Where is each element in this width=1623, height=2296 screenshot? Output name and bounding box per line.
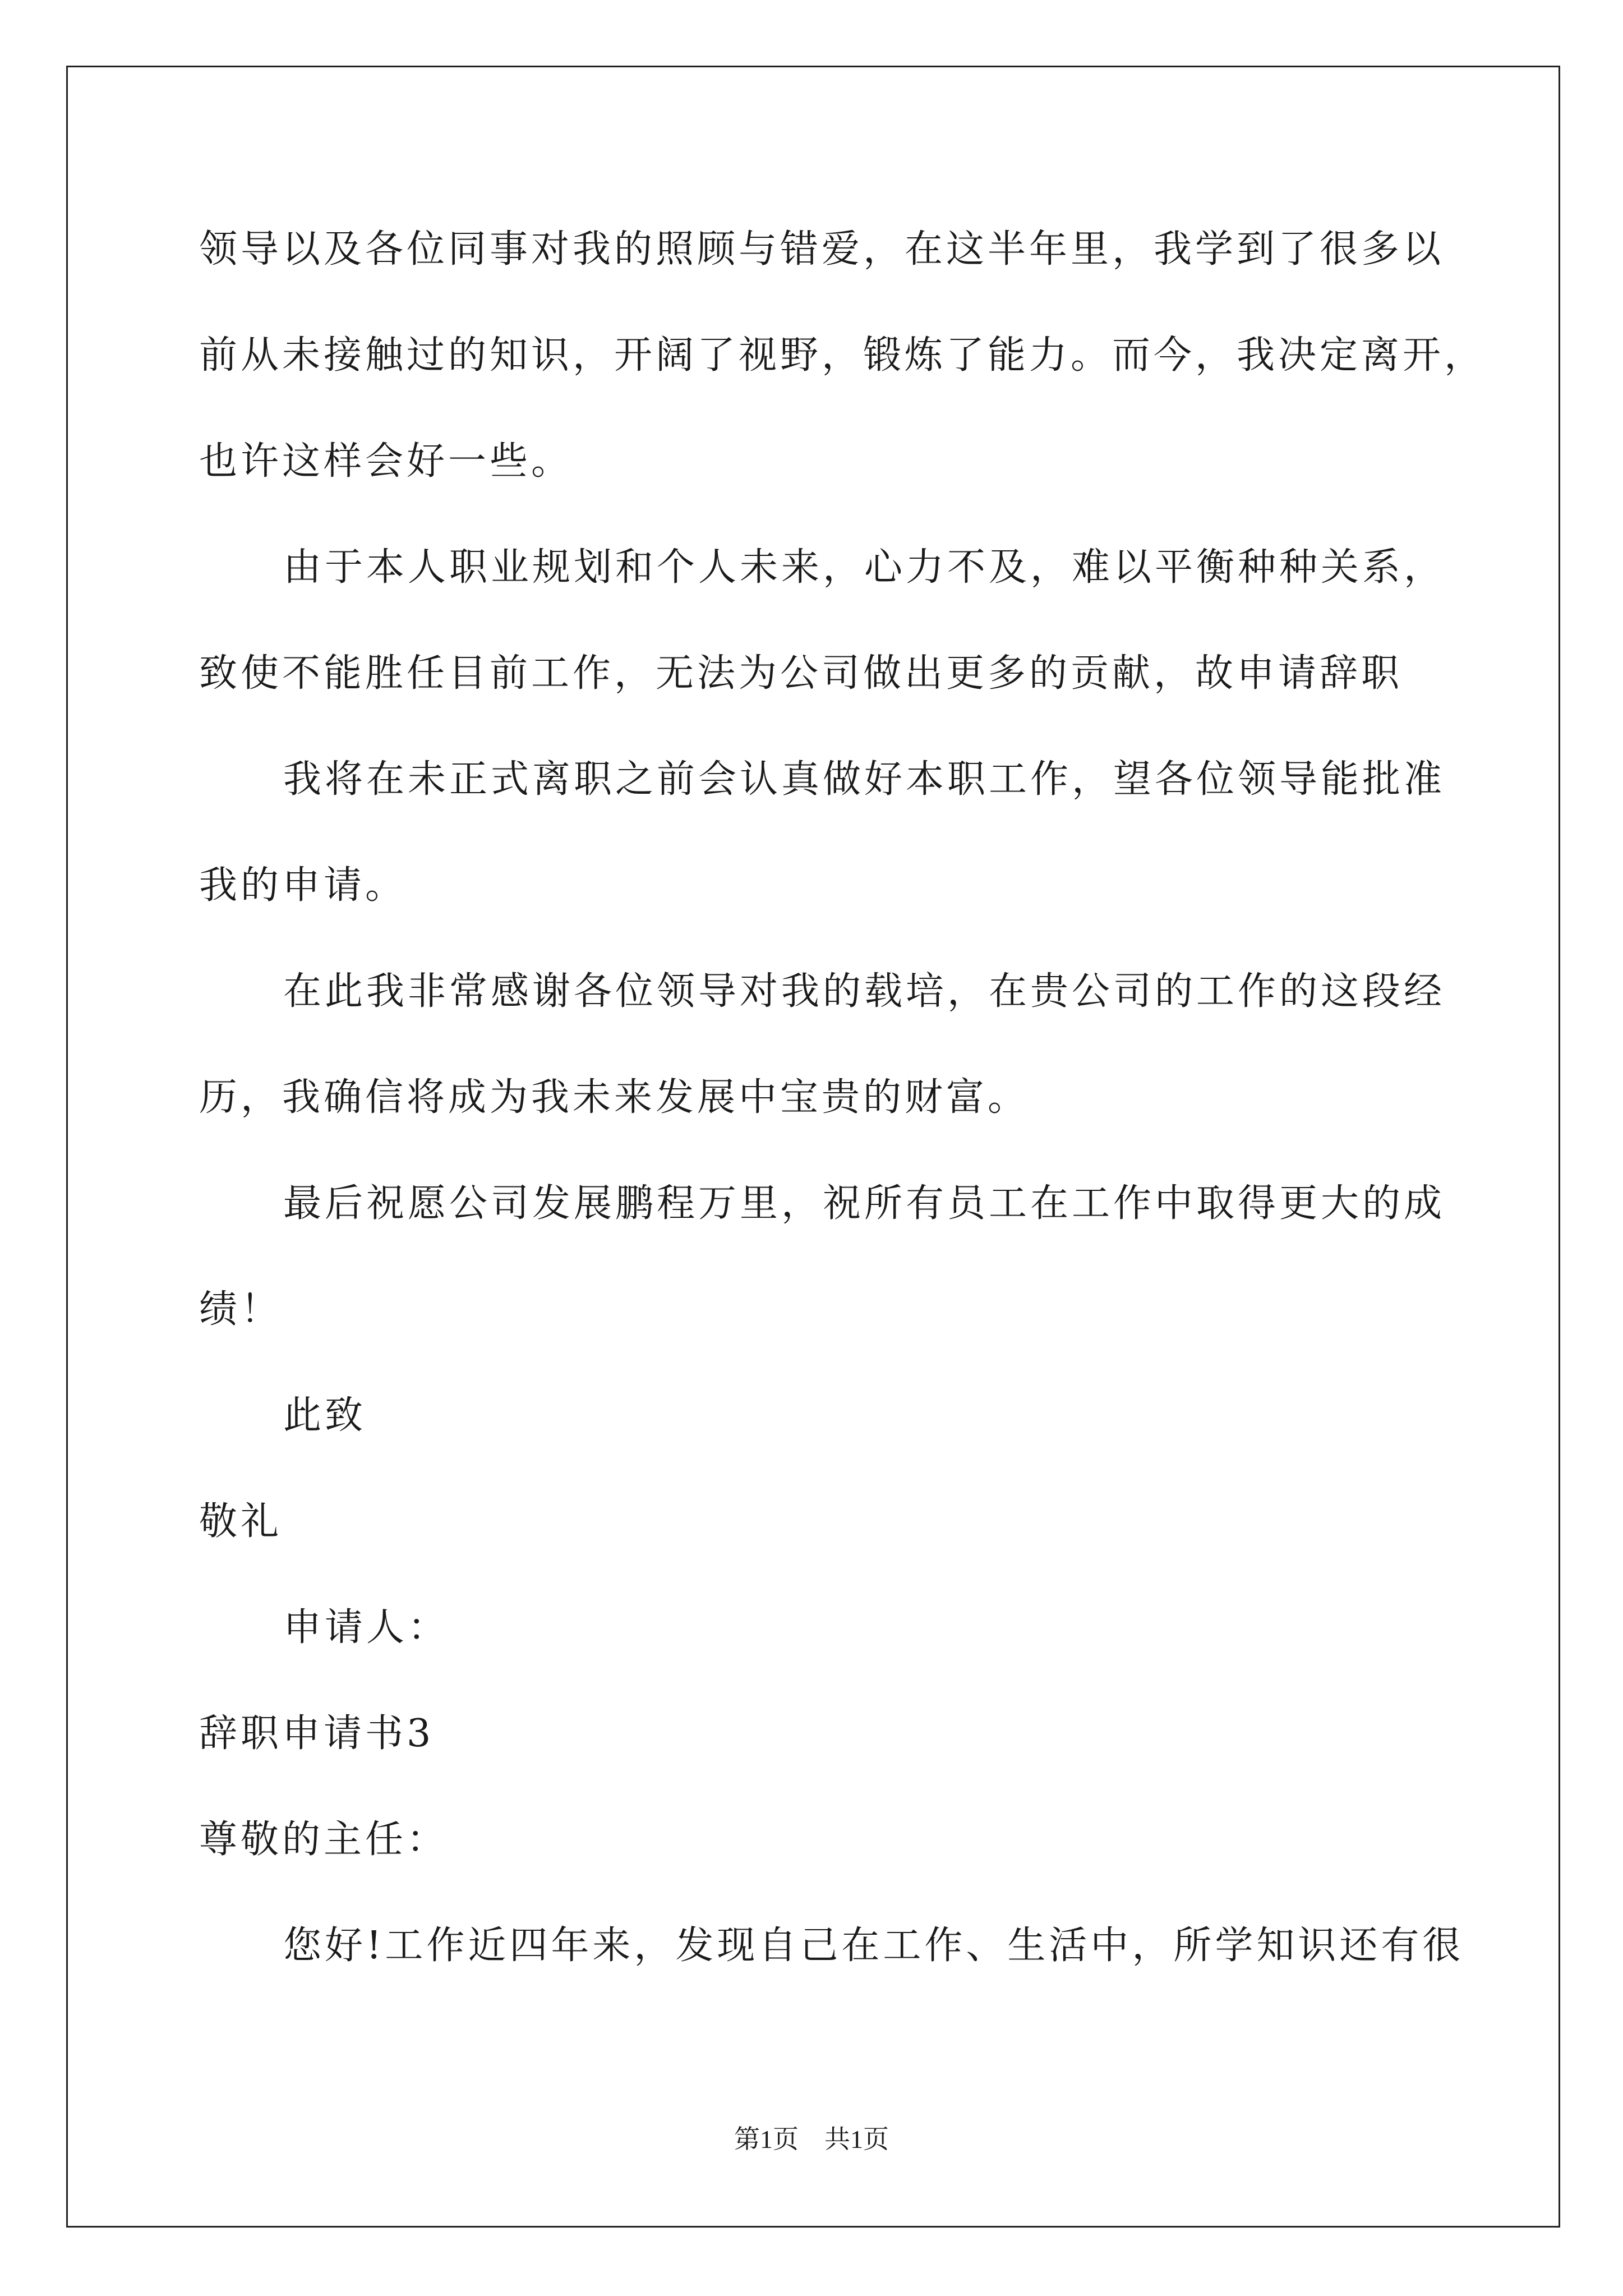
page-footer: 第1页 共1页 xyxy=(734,2125,889,2154)
text-line-1: 领导以及各位同事对我的照顾与错爱，在这半年里，我学到了很多以 xyxy=(199,227,1445,272)
page-border xyxy=(66,66,1560,2228)
text-line-16: 尊敬的主任： xyxy=(199,1818,449,1862)
text-line-2: 前从未接触过的知识，开阔了视野，锻炼了能力。而今，我决定离开， xyxy=(199,333,1486,378)
text-line-14: 申请人： xyxy=(283,1605,450,1650)
text-line-10: 最后祝愿公司发展鹏程万里，祝所有员工在工作中取得更大的成 xyxy=(283,1181,1446,1226)
text-line-8: 在此我非常感谢各位领导对我的载培，在贵公司的工作的这段经 xyxy=(283,969,1446,1014)
text-line-7: 我的申请。 xyxy=(199,863,407,908)
text-line-3: 也许这样会好一些。 xyxy=(199,439,573,484)
text-line-15: 辞职申请书3 xyxy=(199,1711,435,1756)
text-line-4: 由于本人职业规划和个人未来，心力不及，难以平衡种种关系， xyxy=(283,545,1446,590)
text-line-9: 历，我确信将成为我未来发展中宝贵的财富。 xyxy=(199,1075,1030,1120)
text-line-6: 我将在未正式离职之前会认真做好本职工作，望各位领导能批准 xyxy=(283,757,1446,802)
text-line-17: 您好!工作近四年来，发现自己在工作、生活中，所学知识还有很 xyxy=(283,1924,1464,1968)
text-line-13: 敬礼 xyxy=(199,1499,283,1544)
text-line-12: 此致 xyxy=(283,1393,367,1438)
text-line-11: 绩！ xyxy=(199,1287,283,1332)
text-line-5: 致使不能胜任目前工作，无法为公司做出更多的贡献，故申请辞职 xyxy=(199,651,1403,696)
